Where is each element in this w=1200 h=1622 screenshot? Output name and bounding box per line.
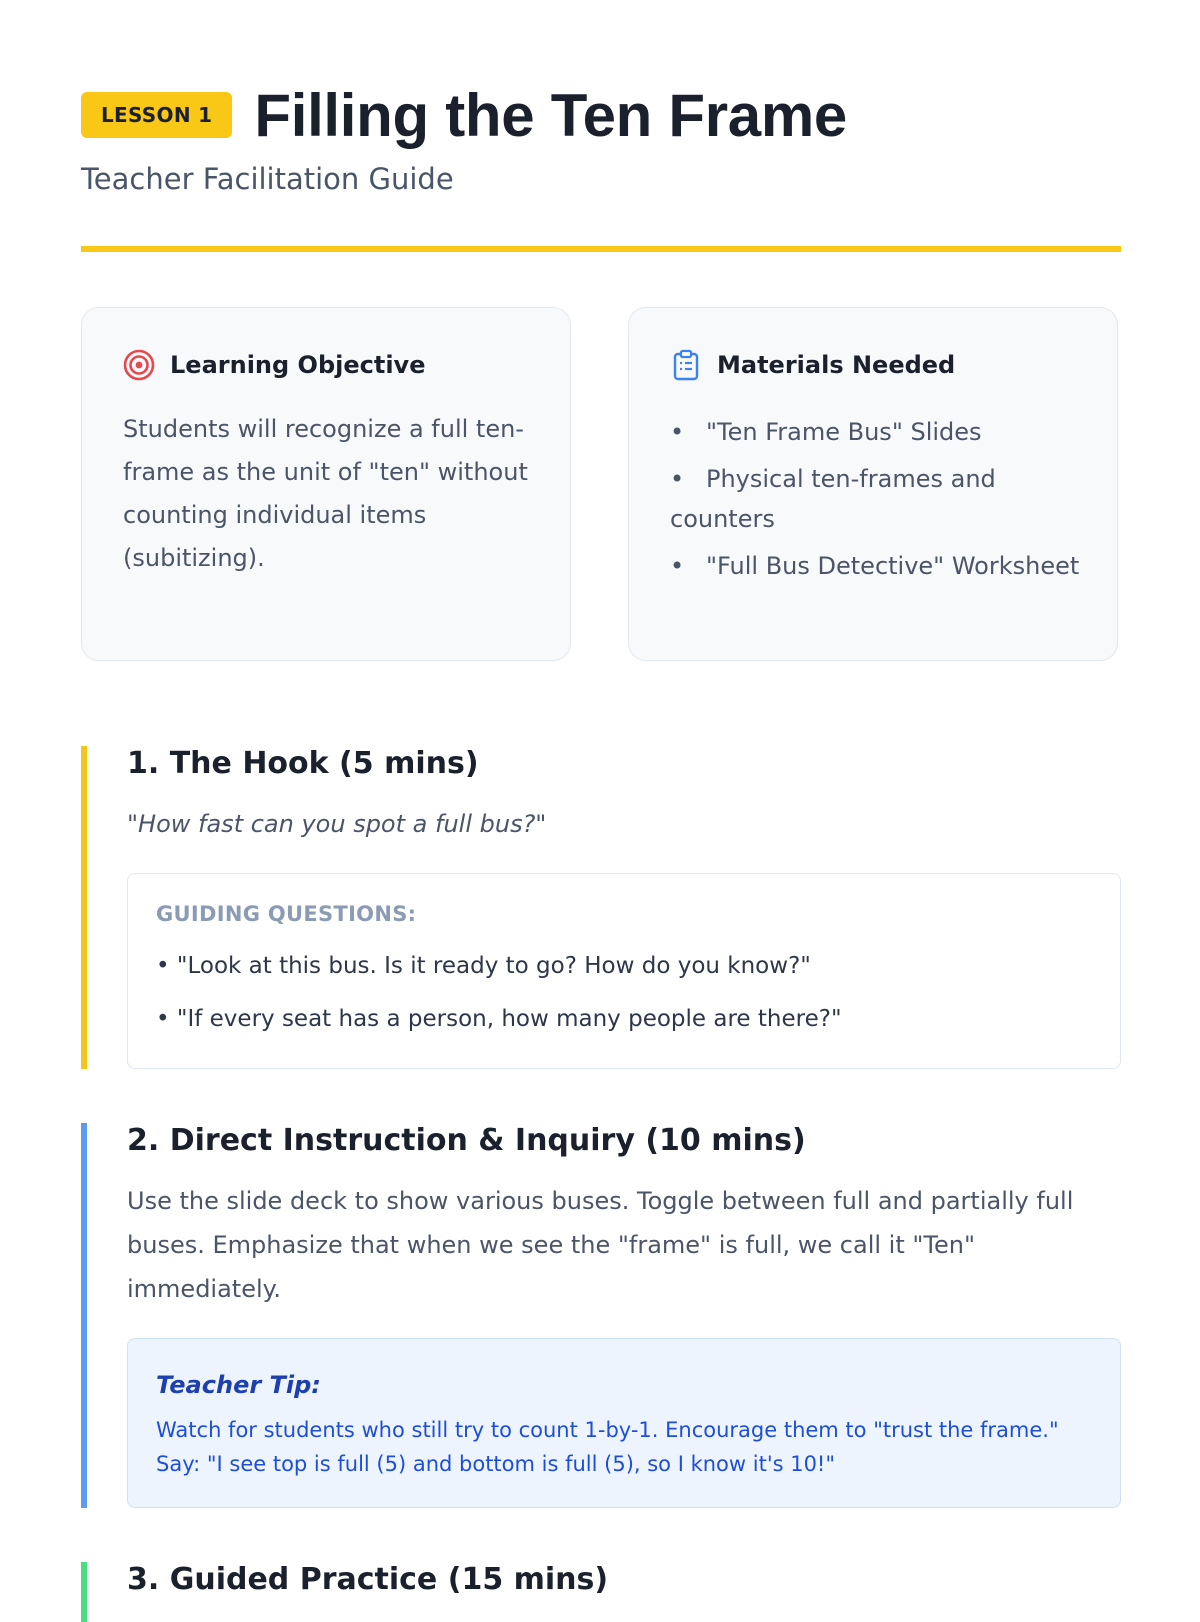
guiding-questions-label: GUIDING QUESTIONS: [156, 902, 417, 926]
learning-objective-card [81, 307, 571, 661]
list-item: • Physical ten-frames and counters [670, 465, 996, 533]
list-item: • "Ten Frame Bus" Slides [670, 418, 982, 446]
guiding-questions-box [127, 873, 1121, 1069]
teacher-tip-title: Teacher Tip: [156, 1371, 321, 1399]
objective-text: Students will recognize a full ten-frame as the unit of "ten" without counting individual items (subitizing). [123, 415, 528, 572]
lesson-header [81, 80, 1121, 196]
teacher-tip-text: Watch for students who still try to count 1-by-1. Encourage them to "trust the frame." Say: "I see top is full (5) and bottom is full (5), so I know it's 10!" [156, 1418, 1059, 1476]
materials-list [670, 412, 1080, 593]
section-title: 1. The Hook (5 mins) [127, 746, 479, 781]
list-item: • "If every seat has a person, how many people are there?" [156, 1006, 842, 1032]
section-accent-bar [81, 1562, 87, 1622]
card-header [669, 348, 955, 382]
section-accent-bar [81, 1123, 87, 1508]
page-title: Filling the Ten Frame [254, 81, 847, 149]
section-direct-instruction [81, 1123, 1121, 1508]
clipboard-icon [669, 348, 703, 382]
section-guided-practice [81, 1562, 1121, 1622]
section-body: Use the slide deck to show various buses. Toggle between full and partially full buses. Emphasize that when we see the "frame" is full, we call it "Ten" immediately. [127, 1187, 1074, 1303]
header-divider [81, 246, 1121, 252]
list-item: • "Look at this bus. Is it ready to go? How do you know?" [156, 953, 811, 979]
objective-title: Learning Objective [170, 351, 426, 379]
target-icon [122, 348, 156, 382]
lesson-badge: LESSON 1 [81, 92, 232, 138]
list-item: • "Full Bus Detective" Worksheet [670, 552, 1080, 580]
section-accent-bar [81, 746, 87, 1069]
materials-title: Materials Needed [717, 351, 956, 379]
section-quote: "How fast can you spot a full bus?" [127, 810, 547, 838]
title-row [81, 80, 1121, 150]
section-title: 3. Guided Practice (15 mins) [127, 1562, 609, 1597]
section-title: 2. Direct Instruction & Inquiry (10 mins) [127, 1123, 806, 1158]
card-header [122, 348, 425, 382]
materials-card [628, 307, 1118, 661]
teacher-tip-box [127, 1338, 1121, 1508]
page-subtitle: Teacher Facilitation Guide [81, 162, 454, 196]
section-hook [81, 746, 1121, 1069]
